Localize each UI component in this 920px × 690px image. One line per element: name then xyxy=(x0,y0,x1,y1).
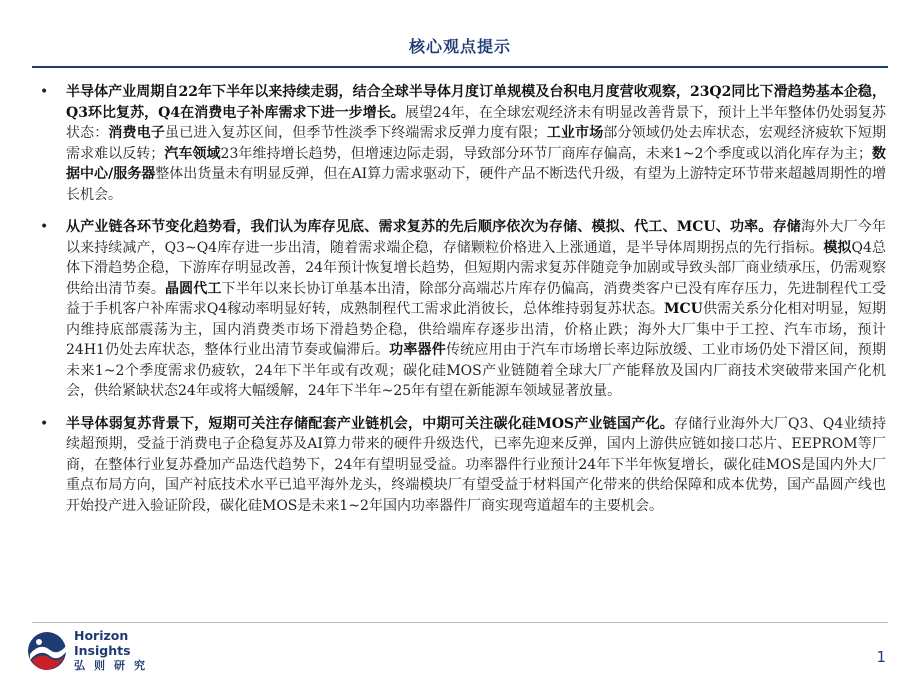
bullet-emphasis-text: 存储 xyxy=(772,219,801,235)
bullet-body-text: 展望24年，在全球宏观经济未有明显改善背景下，预计上半年整体仍处弱复苏状态： xyxy=(66,104,887,141)
content-body xyxy=(38,82,886,528)
bullet-body-text: 存储行业海外大厂Q3、Q4业绩持续超预期，受益于消费电子企稳复苏及AI算力带来的硬件升级迭代，已率先迎来反弹，国内上游供应链如接口芯片、EEPROM等厂商，在整体行业复苏叠加产品迭代趋势下，24年有望明显受益。功率器件行业预计24年下半年恢复增长，碳化硅MOS是国内外大厂重点布局方向，国产衬底技术水平已追平海外龙头，终端模块厂有望受益于材料国产化带来的供给保障和成本优势，国产晶圆产线也开始投产进入验证阶段，碳化硅MOS是未来1~2年国内功率器件厂商实现弯道超车的主要机会。 xyxy=(66,415,886,514)
bullet-body-text: 虽已进入复苏区间，但季节性淡季下终端需求反弹力度有限； xyxy=(164,125,547,141)
bullet-emphasis-text: 消费电子 xyxy=(108,125,165,141)
bullet-emphasis-text: 功率器件 xyxy=(389,342,446,358)
title-divider xyxy=(32,66,888,68)
logo-english-name: Horizon Insights xyxy=(74,628,131,658)
bullet-body-text: 供需关系分化相对明显，短期内维持底部震荡为主，国内消费类市场下滑趋势企稳，供给端库存逐步出清，价格止跌；海外大厂集中于工控、汽车市场，预计24H1仍处去库状态，整体行业出清节奏或偏滞后。 xyxy=(66,301,886,358)
bullet-body-text: 下半年以来长协订单基本出清，除部分高端芯片库存仍偏高，消费类客户已没有库存压力，先进制程代工受益于手机客户补库需求Q4稼动率明显好转，成熟制程代工需求此消彼长，总体维持弱复苏状态。 xyxy=(66,280,887,317)
bullet-emphasis-text: MCU xyxy=(664,301,703,317)
page-number: 1 xyxy=(876,648,886,666)
bullet-body-text: 部分领域仍处去库状态，宏观经济疲软下短期需求难以反转； xyxy=(66,125,887,162)
bullet-emphasis-text: 数据中心/服务器 xyxy=(66,145,887,182)
footer-divider xyxy=(32,622,888,623)
bullet-body-text: 海外大厂今年以来持续减产，Q3~Q4库存进一步出清，随着需求端企稳，存储颗粒价格进入上涨通道，是半导体周期拐点的先行指标。 xyxy=(66,219,886,256)
horizon-insights-logo-icon xyxy=(26,630,68,672)
bullet-emphasis-text: 半导体产业周期自22年下半年以来持续走弱，结合全球半导体月度订单规模及台积电月度营收观察，23Q2同比下滑趋势基本企稳，Q3环比复苏，Q4在消费电子补库需求下进一步增长。 xyxy=(66,84,886,121)
bullet-emphasis-text: 半导体弱复苏背景下，短期可关注存储配套产业链机会，中期可关注碳化硅MOS产业链国产化。 xyxy=(66,415,674,432)
bullet-emphasis-text: 晶圆代工 xyxy=(164,280,222,297)
bullet-body-text: Q4总体下滑趋势企稳，下游库存明显改善，24年预计恢复增长趋势，但短期内需求复苏伴随竞争加剧或导致头部厂商业绩承压，仍需观察供给出清节奏。 xyxy=(66,239,887,297)
company-logo xyxy=(26,628,186,674)
bullet-item-1 xyxy=(38,82,886,205)
page-title: 核心观点提示 xyxy=(408,37,511,56)
bullet-body-text: 整体出货量未有明显反弹，但在AI算力需求驱动下，硬件产品不断迭代升级，有望为上游特定环节带来超越周期性的增长机会。 xyxy=(66,166,886,203)
bullet-emphasis-text: 汽车领域 xyxy=(164,145,221,162)
bullet-body-text: 传统应用由于汽车市场增长率边际放缓、工业市场仍处下滑区间，预期未来1~2个季度需求仍疲软，24年下半年或有改观；碳化硅MOS产业链随着全球大厂产能释放及国内厂商技术突破带来国产化机会，供给紧缺状态24年或将大幅缓解，24年下半年~25年有望在新能源车领域显著放量。 xyxy=(66,342,887,399)
bullet-emphasis-text: 从产业链各环节变化趋势看，我们认为库存见底、需求复苏的先后顺序依次为存储、模拟、代工、MCU、功率。 xyxy=(66,219,773,235)
bullet-emphasis-text: 工业市场 xyxy=(546,125,604,141)
bullet-item-2 xyxy=(38,217,886,402)
bullet-emphasis-text: 模拟 xyxy=(823,239,852,256)
logo-chinese-name: 弘则研究 xyxy=(74,659,154,672)
bullet-item-3 xyxy=(38,414,886,517)
bullet-body-text: 23年维持增长趋势，但增速边际走弱，导致部分环节厂商库存偏高，未来1~2个季度或以消化库存为主； xyxy=(220,145,872,162)
